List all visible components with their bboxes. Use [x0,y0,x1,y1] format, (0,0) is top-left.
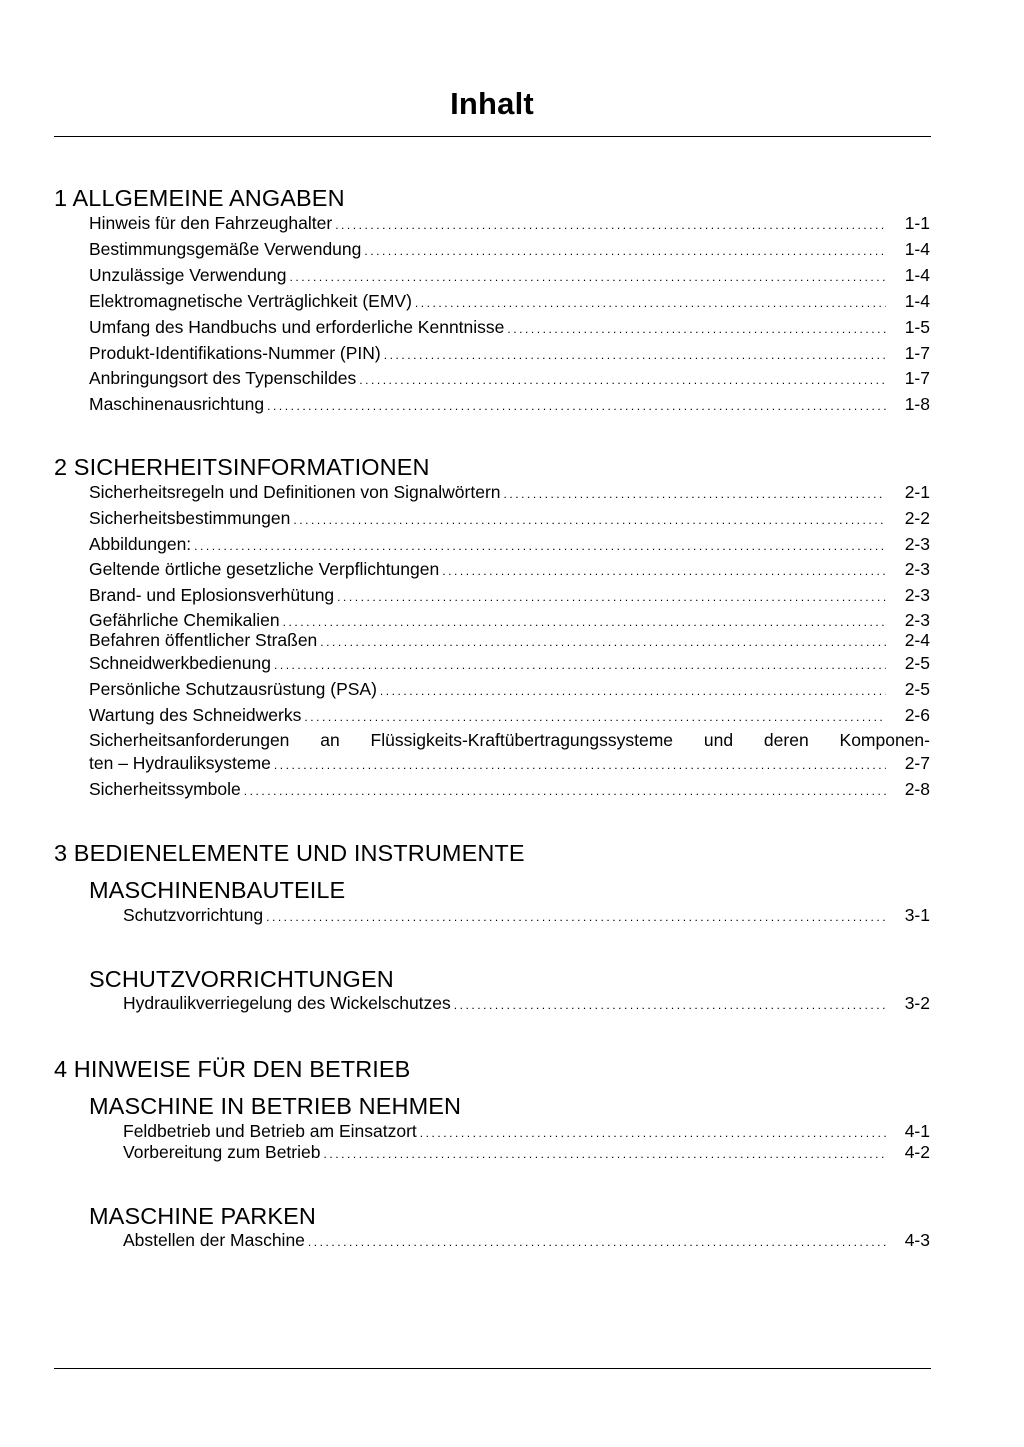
toc-entry-page: 3-1 [904,905,930,925]
toc-entry-page: 2-6 [904,705,930,725]
toc-entry[interactable] [89,263,930,287]
section-heading: SCHUTZVORRICHTUNGEN [89,966,394,992]
leader-dots [266,903,886,929]
toc-entry-page: 4-1 [904,1121,930,1141]
toc-entry-page: 2-3 [904,610,930,630]
leader-dots [308,1228,886,1254]
toc-entry-title: Vorbereitung zum Betrieb [123,1142,321,1162]
toc-entry-page: 4-2 [904,1142,930,1162]
toc-entry-title: Maschinenausrichtung [89,394,265,414]
toc-entry-title: Abbildungen: [89,534,192,554]
toc-entry-page: 1-1 [904,213,930,233]
toc-entry-page: 2-1 [904,482,930,502]
toc-entry-title: Umfang des Handbuchs und erforderliche Kenntnisse [89,317,505,337]
top-divider [54,136,931,137]
toc-entry-title: Sicherheitsbestimmungen [89,508,291,528]
toc-entry-title: Hinweis für den Fahrzeughalter [89,213,333,233]
toc-entry[interactable] [89,366,930,390]
toc-entry-title: Produkt-Identifikations-Nummer (PIN) [89,343,381,363]
toc-entry-page: 1-4 [904,291,930,311]
toc-entry-title: Geltende örtliche gesetzliche Verpflichtungen [89,559,440,579]
leader-dots [335,211,886,237]
toc-entry-page: 2-4 [904,630,930,650]
toc-entry[interactable] [89,677,930,701]
toc-entry[interactable] [89,289,930,313]
leader-dots [274,751,886,777]
toc-entry-title: Hydraulikverriegelung des Wickelschutzes [123,993,451,1013]
leader-dots [359,366,886,392]
section-heading: MASCHINE IN BETRIEB NEHMEN [89,1093,462,1119]
chapter-heading-4: 4 HINWEISE FÜR DEN BETRIEB [54,1056,411,1082]
toc-entry-page: 2-3 [904,559,930,579]
chapter-heading-3: 3 BEDIENELEMENTE UND INSTRUMENTE [54,840,525,866]
chapter-heading-2: 2 SICHERHEITSINFORMATIONEN [54,454,430,480]
leader-dots [504,480,887,506]
toc-entry[interactable] [89,628,930,652]
toc-entry-page: 2-8 [904,779,930,799]
toc-entry[interactable] [123,903,930,927]
leader-dots [415,289,886,315]
toc-entry-title: Bestimmungsgemäße Verwendung [89,239,362,259]
toc-entry[interactable] [89,480,930,504]
toc-entry-title: Anbringungsort des Typenschildes [89,368,357,388]
toc-entry[interactable] [89,315,930,339]
leader-dots [380,677,886,703]
toc-entry-title: Befahren öffentlicher Straßen [89,630,318,650]
toc-entry-page: 1-4 [904,239,930,259]
section-heading: MASCHINE PARKEN [89,1203,316,1229]
toc-entry[interactable] [89,583,930,607]
toc-entry-title: Wartung des Schneidwerks [89,705,302,725]
toc-entry-title: Unzulässige Verwendung [89,265,287,285]
leader-dots [244,777,886,803]
leader-dots [507,315,886,341]
leader-dots [194,532,886,558]
toc-entry-page: 2-7 [904,753,930,773]
toc-entry[interactable] [89,211,930,235]
section-heading: MASCHINENBAUTEILE [89,877,346,903]
toc-entry-title: Feldbetrieb und Betrieb am Einsatzort [123,1121,417,1141]
toc-entry[interactable] [89,392,930,416]
toc-entry[interactable] [89,341,930,365]
leader-dots [304,703,886,729]
toc-entry-page: 2-3 [904,585,930,605]
toc-entry-title: Sicherheitssymbole [89,779,241,799]
toc-entry-title: Gefährliche Chemikalien [89,610,280,630]
toc-entry[interactable] [123,1228,930,1252]
toc-entry-title: Brand- und Eplosionsverhütung [89,585,335,605]
toc-entry-page: 1-7 [904,368,930,388]
toc-entry-title: Schneidwerkbedienung [89,653,271,673]
leader-dots [384,341,886,367]
leader-dots [442,557,886,583]
toc-entry[interactable] [89,777,930,801]
toc-entry[interactable] [89,651,930,675]
toc-entry-page: 2-5 [904,679,930,699]
toc-entry-title: ten – Hydrauliksysteme [89,753,271,773]
toc-entry[interactable] [123,991,930,1015]
leader-dots [293,506,886,532]
toc-entry-title: Schutzvorrichtung [123,905,264,925]
toc-entry[interactable] [123,1140,930,1164]
leader-dots [274,651,886,677]
toc-entry-page: 2-5 [904,653,930,673]
toc-entry-wrapped-line[interactable]: Sicherheitsanforderungen an Flüssigkeits-Kraftübertragungssysteme und deren Komponen- [89,730,930,750]
leader-dots [323,1140,886,1166]
toc-entry-page: 2-2 [904,508,930,528]
toc-entry-page: 3-2 [904,993,930,1013]
toc-entry-page: 1-5 [904,317,930,337]
toc-entry[interactable] [89,703,930,727]
toc-entry[interactable] [89,506,930,530]
toc-entry-page: 1-7 [904,343,930,363]
leader-dots [290,263,887,289]
page-title: Inhalt [450,86,534,121]
leader-dots [454,991,886,1017]
leader-dots [364,237,886,263]
toc-entry-page: 1-4 [904,265,930,285]
chapter-heading-1: 1 ALLGEMEINE ANGABEN [54,185,345,211]
toc-entry[interactable] [89,237,930,261]
leader-dots [267,392,886,418]
bottom-divider [54,1368,931,1369]
toc-entry-title: Elektromagnetische Verträglichkeit (EMV) [89,291,412,311]
toc-entry[interactable] [89,532,930,556]
toc-entry-title: Sicherheitsregeln und Definitionen von Signalwörtern [89,482,501,502]
leader-dots [337,583,886,609]
toc-entry-page: 2-3 [904,534,930,554]
toc-entry[interactable] [89,557,930,581]
toc-entry-page: 4-3 [904,1230,930,1250]
toc-entry-title: Persönliche Schutzausrüstung (PSA) [89,679,377,699]
toc-entry[interactable] [89,751,930,775]
toc-entry-title: Abstellen der Maschine [123,1230,305,1250]
toc-entry-page: 1-8 [904,394,930,414]
